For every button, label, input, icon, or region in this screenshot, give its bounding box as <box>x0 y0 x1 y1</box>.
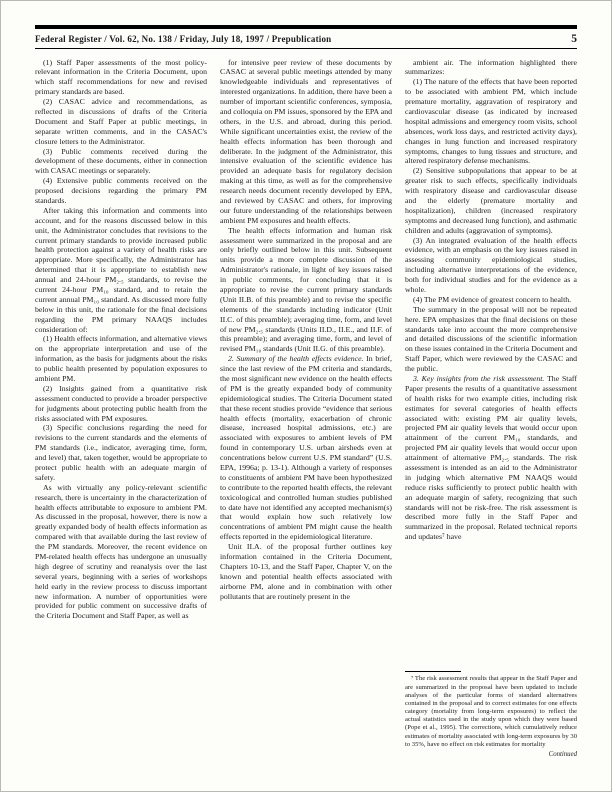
continued-label: Continued <box>548 750 577 758</box>
running-head <box>35 34 331 44</box>
paragraph: The summary in the proposal will not be repeated here. EPA emphasizes that the final decisions on these standards take into account the more comprehensive and detailed discussions of the scientific information on these issues contained in the Criteria Document and Staff Paper, which were reviewed by the CASAC and the public. <box>405 304 577 374</box>
paragraph: for intensive peer review of these documents by CASAC at several public meetings attended by many knowledgeable individuals and representatives of interested organizations. In addition, there have been a number of important scientific conferences, symposia, and colloquia on PM issues, sponsored by the EPA and others, in the U.S. and abroad, during this period. While significant uncertainties exist, the review of the health effects information has been thorough and deliberate. In the judgment of the Administrator, this intensive evaluation of the scientific evidence has provided an adequate basis for regulatory decision making at this time, as well as for the comprehensive research needs document recently developed by EPA, and reviewed by CASAC and others, for improving our future understanding of the relationships between ambient PM exposures and health effects. <box>220 57 392 225</box>
paragraph: After taking this information and comments into account, and for the reasons discussed below in this unit, the Administrator concludes that revisions to the current primary standards to provide increased public health protection against a variety of health risks are appropriate. More specifically, the Administrator has determined that it is appropriate to establish new annual and 24-hour PM₂.₅ standards, to revise the current 24-hour PM₁₀ standard, and to retain the current annual PM₁₀ standard. As discussed more fully below in this unit, the rationale for the final decisions regarding the PM primary NAAQS includes consideration of: <box>35 205 207 334</box>
column-right <box>405 58 577 760</box>
paragraph-text: In brief, since the last review of the PM criteria and standards, the most significant new evidence on the health effects of PM is the greatly expanded body of community epidemiological studies. The Criteria Document stated that these recent studies provide “evidence that serious health effects (mortality, exacerbation of chronic disease, increased hospital admissions, etc.) are associated with exposures to ambient levels of PM found in contemporary U.S. urban airsheds even at concentrations below current U.S. PM standard” (U.S. EPA, 1996a; p. 13-1). Although a variety of responses to constituents of ambient PM have been hypothesized to contribute to the reported health effects, the relevant toxicological and controlled human studies published to date have not identified any accepted mechanism(s) that would explain how such relatively low concentrations of ambient PM might cause the health effects reported in the epidemiological literature. <box>220 354 392 542</box>
paragraph-with-heading <box>405 374 577 542</box>
paragraph: The health effects information and human risk assessment were summarized in the proposal and are only briefly outlined below in this unit. Subsequent units provide a more complete discussion of the Administrator's rationale, in light of key issues raised in public comments, for concluding that it is appropriate to revise the current primary standards (Unit II.B. of this preamble) and to revise the specific elements of the standards including indicator (Unit II.C. of this preamble); averaging time, form, and level of new PM₂.₅ standards (Units II.D., II.E., and II.F. of this preamble); and averaging time, form, and level of revised PM₁₀ standards (Unit II.G. of this preamble). <box>220 225 392 354</box>
paragraph: (1) The nature of the effects that have been reported to be associated with ambient PM, which include premature mortality, aggravation of respiratory and cardiovascular disease (as indicated by increased hospital admissions and emergency room visits, school absences, work loss days, and restricted activity days), changes in lung function and increased respiratory symptoms, changes to lung tissues and structure, and altered respiratory defense mechanisms. <box>405 77 577 166</box>
three-column-body <box>35 58 577 760</box>
paragraph: (3) Public comments received during the development of these documents, either in connection with CASAC meetings or separately. <box>35 146 207 176</box>
inline-section-heading: 3. Key insights from the risk assessment. <box>413 374 545 383</box>
column-middle <box>220 58 392 760</box>
header-top-rule <box>35 25 577 29</box>
paragraph-with-heading <box>220 354 392 542</box>
inline-section-heading: 2. Summary of the health effects evidence. <box>228 354 364 364</box>
paragraph: (4) Extensive public comments received on the proposed decisions regarding the primary PM standards. <box>35 176 207 205</box>
paragraph: (3) An integrated evaluation of the health effects evidence, with an emphasis on the key issues raised in assessing community epidemiological studies, including alternative interpretations of the evidence, both for individual studies and for the evidence as a whole. <box>405 235 577 294</box>
column-left <box>35 58 207 760</box>
issue-meta: / Vol. 62, No. 138 / Friday, July 18, 1997 / Prepublication <box>101 33 332 44</box>
footnote-text: ⁷ The risk assessment results that appear in the Staff Paper and are summarized in the proposal have been updated to include analyses of the particular forms of standard alternatives contained in the proposal and to correct estimates for one effects category (mortality from long-term exposures) to reflect the actual statistics used in the study upon which they were based (Pope et al., 1995). The corrections, which cumulatively reduce estimates of mortality associated with long-term exposures by 30 to 35%, have no effect on risk estimates for mortality <box>405 675 577 748</box>
paragraph: (1) Health effects information, and alternative views on the appropriate interpretation and use of the information, as the basis for judgments about the risks to public health presented by population exposures to ambient PM. <box>35 334 207 383</box>
paragraph: (3) Specific conclusions regarding the need for revisions to the current standards and the elements of PM standards (i.e., indicator, averaging time, form, and level) that, taken together, would be appropriate to protect public health with an adequate margin of safety. <box>35 423 207 482</box>
page-number: 5 <box>571 32 577 45</box>
page-header <box>35 33 577 49</box>
paragraph: (2) Insights gained from a quantitative risk assessment conducted to provide a broader perspective for judgments about protecting public health from the risks associated with PM exposures. <box>35 383 207 423</box>
paragraph: Unit II.A. of the proposal further outlines key information contained in the Criteria Document, Chapters 10-13, and the Staff Paper, Chapter V, on the known and potential health effects associated with airborne PM, alone and in combination with other pollutants that are routinely present in the <box>220 542 392 601</box>
paragraph: (4) The PM evidence of greatest concern to health. <box>413 294 572 304</box>
paragraph: (2) CASAC advice and recommendations, as reflected in discussions of drafts of the Criteria Document and Staff Paper at public meetings, in separate written comments, and in the CASAC's closure letters to the Administrator. <box>35 97 207 146</box>
paragraph: As with virtually any policy-relevant scientific research, there is uncertainty in the characterization of health effects attributable to exposure to ambient PM. As discussed in the proposal, however, there is now a greatly expanded body of health effects information as compared with that available during the last review of the PM standards. Moreover, the recent evidence on PM-related health effects has undergone an unusually high degree of scrutiny and reanalysis over the last several years, beginning with a series of workshops held early in the review process to discuss important new information. A number of opportunities were provided for public comment on successive drafts of the Criteria Document and Staff Paper, as well as <box>35 482 207 621</box>
footnote-block <box>405 665 577 759</box>
paragraph-text: The Staff Paper presents the results of a quantitative assessment of health risks for two example cities, including risk estimates for several categories of health effects associated with: existing PM air quality levels, projected PM air quality levels that would occur upon attainment of the current PM₁₀ standards, and projected PM air quality levels that would occur upon attainment of alternative PM₂.₅ standards. The risk assessment is intended as an aid to the Administrator in judging which alternative PM NAAQS would reduce risks sufficiently to protect public health with an adequate margin of safety, recognizing that such standards will not be risk-free. The risk assessment is described more fully in the Staff Paper and summarized in the proposal. Related technical reports and updates⁷ have <box>405 374 577 542</box>
paragraph: (2) Sensitive subpopulations that appear to be at greater risk to such effects, specifically individuals with respiratory disease and cardiovascular disease and the elderly (premature mortality and hospitalization), children (increased respiratory symptoms and decreased lung function), and asthmatic children and adults (aggravation of symptoms). <box>405 166 577 235</box>
journal-title: Federal Register <box>35 33 102 44</box>
paragraph: (1) Staff Paper assessments of the most policy-relevant information in the Criteria Document, upon which staff recommendations for new and revised primary standards are based. <box>35 57 207 97</box>
footnote-rule <box>405 671 461 672</box>
paragraph: ambient air. The information highlighted there summarizes: <box>405 57 577 77</box>
